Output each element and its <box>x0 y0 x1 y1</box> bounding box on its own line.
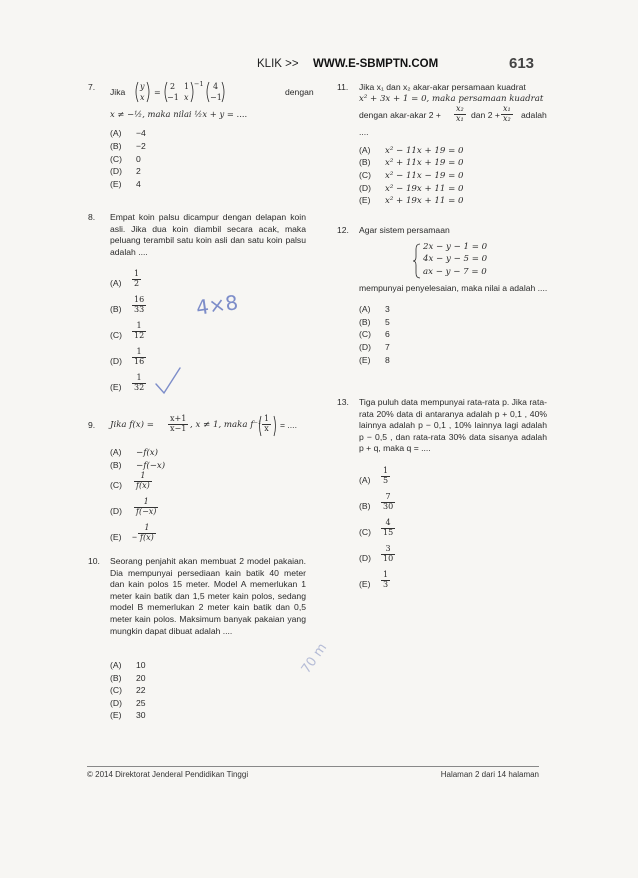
question-9-stem: Jika f(x) = $\frac{x+1}{x-1}$ , x ≠ 1, maka f⁻¹ $\frac{1}{x}$ = .... <box>110 415 318 439</box>
options-list <box>359 304 549 367</box>
klik-label: KLIK >> <box>257 58 299 70</box>
question-number: 7. <box>88 82 96 92</box>
option-e[interactable]: (E) x² + 19x + 11 = 0 <box>359 195 464 207</box>
option-d[interactable]: (D) 7 <box>359 341 390 352</box>
svg-text:−1: −1 <box>167 93 179 102</box>
jika-label: Jika <box>110 87 126 97</box>
option-b[interactable]: (B) 5 <box>359 316 390 327</box>
option-b[interactable]: (B) $\frac{7}{30}$ <box>359 492 394 511</box>
svg-text:x: x <box>140 93 145 102</box>
option-d[interactable]: (D) 25 <box>110 697 146 708</box>
option-c[interactable]: (C) x² − 11x − 19 = 0 <box>359 169 464 181</box>
copyright-text: © 2014 Direktorat Jenderal Pendidikan Tinggi <box>87 770 249 779</box>
option-d[interactable]: (D) $\frac{1}{16}$ <box>110 347 145 366</box>
svg-text:y: y <box>140 82 145 91</box>
question-8-text: Empat koin palsu dicampur dengan delapan koin asli. Jika dua koin diambil secara acak, maka peluang terambil satu koin asli dan satu koin palsu adalah .... <box>110 212 306 257</box>
option-c[interactable]: (C) 22 <box>110 685 146 696</box>
question-number: 8. <box>88 212 96 222</box>
svg-text:4: 4 <box>213 82 219 91</box>
handwritten-note: 4×8 <box>194 290 240 320</box>
question-7-equation <box>110 82 318 106</box>
option-e[interactable]: (E) 4 <box>110 178 141 189</box>
option-c[interactable]: (C) $\frac{1}{12}$ <box>110 321 145 340</box>
question-number: 12. <box>337 225 349 235</box>
options-list <box>110 447 230 550</box>
question-number: 9. <box>88 420 96 430</box>
svg-text:1: 1 <box>184 82 190 91</box>
option-b[interactable]: (B) 20 <box>110 672 146 683</box>
svg-text:=: = <box>154 88 161 97</box>
svg-text:−1: −1 <box>194 80 204 88</box>
check-mark-icon <box>154 366 184 396</box>
dengan-label: dengan <box>285 87 314 97</box>
question-11-line-3: dengan akar-akar 2 + $\frac{\text{x₂}}{\text{x₁}}$ dan 2 + $\frac{\text{x₁}}{\text{x₂}}$ adalah <box>359 104 547 123</box>
brace-icon <box>413 243 421 279</box>
options-list <box>359 145 549 208</box>
option-a[interactable]: (A) $\frac{1}{2}$ <box>110 269 140 288</box>
question-11 <box>337 82 547 212</box>
question-number: 11. <box>337 82 349 92</box>
options-list <box>359 467 479 597</box>
question-number: 10. <box>88 556 100 566</box>
site-url-link[interactable]: WWW.E-SBMPTN.COM <box>313 58 439 70</box>
page-number: 613 <box>509 55 535 72</box>
equation-3: ax − y − 7 = 0 <box>423 266 487 277</box>
question-10-text: Seorang penjahit akan membuat 2 model pakaian. Dia mempunyai persediaan kain batik 40 meter dan kain polos 15 meter. Model A memerlukan 1 meter kain batik dan 1,5 meter kain polos, sedang model B memerlukan 2 meter kain batik dan 0,5 meter kain polos. Maksimum banyak pakaian yang mungkin dapat dibuat adalah .... <box>110 556 306 636</box>
option-d[interactable]: (D) $\frac{1}{f(-x)}$ <box>110 497 157 517</box>
option-c[interactable]: (C) 6 <box>359 329 390 340</box>
option-a[interactable]: (A) x² − 11x + 19 = 0 <box>359 144 464 156</box>
option-a[interactable]: (A) −f(x) <box>110 447 158 458</box>
equation-system <box>359 241 549 281</box>
option-e[interactable]: (E) $\frac{1}{32}$ <box>110 373 145 392</box>
page-header <box>257 57 557 73</box>
question-9 <box>88 415 318 543</box>
option-a[interactable]: (A) $\frac{1}{5}$ <box>359 466 389 485</box>
option-e[interactable]: (E) − $\frac{1}{f(x)}$ <box>110 523 154 543</box>
option-b[interactable]: (B) −2 <box>110 140 146 151</box>
question-10 <box>88 556 318 726</box>
equation-1: 2x − y − 1 = 0 <box>423 241 488 252</box>
page-footer <box>87 766 539 781</box>
page-indicator: Halaman 2 dari 14 halaman <box>440 770 539 779</box>
option-e[interactable]: (E) 8 <box>359 354 390 365</box>
svg-text:−1: −1 <box>210 93 222 102</box>
option-d[interactable]: (D) $\frac{3}{10}$ <box>359 544 394 563</box>
question-7-condition: x ≠ −½, maka nilai ½x + y = .... <box>110 109 248 119</box>
option-a[interactable]: (A) 3 <box>359 304 390 315</box>
matrix-equation <box>134 80 294 106</box>
question-12-text: Agar sistem persamaan <box>359 225 450 235</box>
question-8 <box>88 212 318 402</box>
option-c[interactable]: (C) $\frac{1}{f(x)}$ <box>110 471 150 491</box>
question-12-text-2: mempunyai penyelesaian, maka nilai a adalah .... <box>359 282 548 293</box>
svg-text:x: x <box>184 93 189 102</box>
option-c[interactable]: (C) 0 <box>110 153 141 164</box>
question-7 <box>88 82 318 197</box>
question-12 <box>337 225 547 385</box>
paren-right-icon <box>273 415 277 437</box>
question-11-line-2: x² + 3x + 1 = 0, maka persamaan kuadrat <box>359 93 544 104</box>
handwritten-note: 70 m <box>298 640 331 677</box>
option-b[interactable]: (B) −f(−x) <box>110 459 166 471</box>
options-list <box>110 128 318 191</box>
equation-2: 4x − y − 5 = 0 <box>423 254 488 265</box>
option-d[interactable]: (D) x² − 19x + 11 = 0 <box>359 182 464 194</box>
option-d[interactable]: (D) 2 <box>110 166 141 177</box>
option-e[interactable]: (E) 30 <box>110 710 146 721</box>
question-11-line-1: Jika x₁ dan x₂ akar-akar persamaan kuadrat <box>359 82 526 92</box>
question-13 <box>337 397 547 587</box>
option-c[interactable]: (C) $\frac{4}{15}$ <box>359 518 394 537</box>
question-11-line-4: .... <box>359 127 369 138</box>
option-a[interactable]: (A) −4 <box>110 128 146 139</box>
options-list <box>110 660 146 723</box>
option-e[interactable]: (E) $\frac{1}{3}$ <box>359 570 389 589</box>
option-b[interactable]: (B) x² + 11x + 19 = 0 <box>359 157 464 169</box>
option-a[interactable]: (A) 10 <box>110 660 146 670</box>
svg-text:2: 2 <box>170 82 176 91</box>
option-b[interactable]: (B) $\frac{16}{33}$ <box>110 295 145 314</box>
question-13-text: Tiga puluh data mempunyai rata-rata p. Jika rata-rata 20% data di antaranya adalah p + 0,1 , 40% lainnya adalah p − 0,1 , 10% lainnya lagi adalah p − 0,5 , dan rata-rata 30% data sisanya adalah p + q, maka q = .... <box>359 397 547 454</box>
question-number: 13. <box>337 397 349 407</box>
